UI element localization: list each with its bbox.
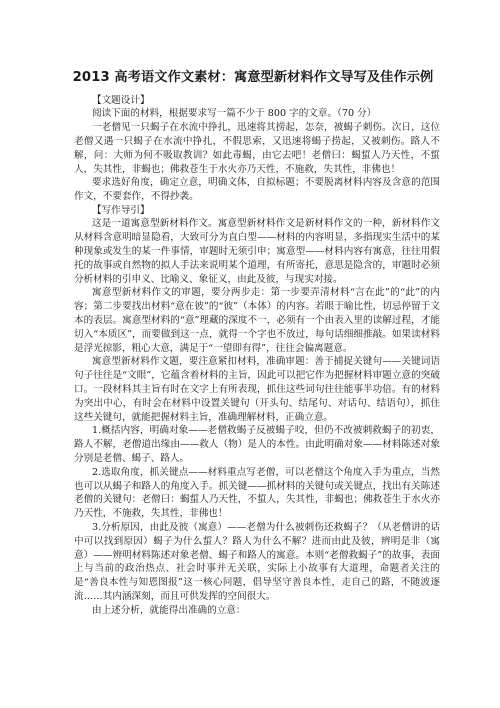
numbered-step: 2.选取角度，抓关键点——材料重点写老僧，可以老僧这个角度入手为重点，当然也可以从蝎子和路人的角度入手。抓关键——抓材料的关键句或关键点，找出有关陈述老僧的关键句：老僧曰：蝎蜇人乃天性，不蜇人，失其性，非蝎也；佛救苍生于水火亦乃天性，不施救，失其性，非佛也！: [74, 466, 440, 520]
section-heading: 【写作导引】: [92, 204, 150, 216]
body-paragraph: 寓意型新材料作文题，要注意紧扣材料，准确审题：善于捕捉关键句——关键词语句子往往是“文眼”，它蕴含着材料的主旨，因此可以把它作为把握材料审题立意的突破口。一段材料其主旨有时在文字上有所表现，抓住这些词句往往能事半功倍。有的材料为突出中心，有时会在材料中设置关键句（开头句、结尾句、对话句、结语句），抓住这些关键句，就能把握材料主旨，准确理解材料，正确立意。: [74, 356, 440, 423]
body-paragraph: 这是一道寓意型新材料作文。寓意型新材料作文是新材料作文的一种，新材料作文从材料含意明暗显隐看，大致可分为直白型——材料的内容明显，多指现实生活中的某种现象或发生的某一件事情，审题时无须引申；寓意型——材料内容有寓意，往往用假托的故事或自然物的拟人手法来说明某个道理，有所寄托，意思是隐含的，审题时必须分析材料的引申义、比喻义、象征义，由此及彼，与现实对接。: [74, 218, 440, 285]
section-wenti-sheji: [74, 94, 440, 204]
section-heading: 【文题设计】: [92, 95, 150, 106]
prompt-requirements: 要求选好角度，确定立意，明确文体，自拟标题；不要脱离材料内容及含意的范围作文，不要套作，不得抄袭。: [74, 177, 440, 203]
section-xiezuo-daoyin: [74, 204, 440, 618]
document-title: 2013 高考语文作文素材：寓意型新材料作文导写及佳作示例: [72, 70, 434, 85]
body-paragraph: 由上述分析，就能得出准确的立意：: [92, 604, 246, 616]
numbered-step: 3.分析原因，由此及彼（寓意）——老僧为什么被刺伤还救蝎子？（从老僧讲的话中可以找到原因）蝎子为什么蜇人？路人为什么不解？进而由此及彼，辨明是非（寓意）——辨明材料陈述对象老僧、蝎子和路人的寓意。本则“老僧救蝎子”的故事，表面上与当前的政治热点、社会时事并无关联，实际上小故事有大道理，命题者关注的是“善良本性与知恩图报”这一核心问题，倡导坚守善良本性，走自己的路，不随波逐流……其内涵深刻，而且可供发挥的空间很大。: [74, 521, 440, 602]
numbered-step: 1.概括内容，明确对象——老僧救蝎子反被蝎子咬，但仍不改被刺救蝎子的初衷，路人不解，老僧道出缘由——救人（物）是人的本性。由此明确对象——材料陈述对象分别是老僧、蝎子、路人。: [74, 425, 440, 464]
prompt-material: 一老僧见一只蝎子在水流中挣扎，迅速将其捞起，怎奈，被蝎子刺伤。次日，这位老僧又遇一只蝎子在水流中挣扎，不假思索，又迅速将蝎子捞起，又被刺伤。路人不解，问：大师为何不吸取教训？如此毒蝎，由它去吧！老僧曰：蝎蜇人乃天性，不蜇人，失其性，非蝎也；佛救苍生于水火亦乃天性，不施救，失其性，非佛也！: [74, 122, 440, 175]
body-paragraph: 寓意型新材料作文的审题，要分两步走：第一步要弄清材料“言在此”的“此”的内容；第二步要找出材料“意在彼”的“彼”（本体）的内容。若眼于喻比性，切忌停留于文本的表层。寓意型材料的“意”理藏的深度不一，必须有一个由表入里的读解过程，才能切入“本质区”，而要做到这一点，就得一个字也不放过，每句话细细推敲。如果读材料是浮光掠影，粗心大意，满足于“一望即有得”，往往会偏离题意。: [74, 287, 440, 354]
prompt-instruction: 阅读下面的材料，根据要求写一篇不少于 800 字的文章。（70 分）: [92, 108, 377, 120]
